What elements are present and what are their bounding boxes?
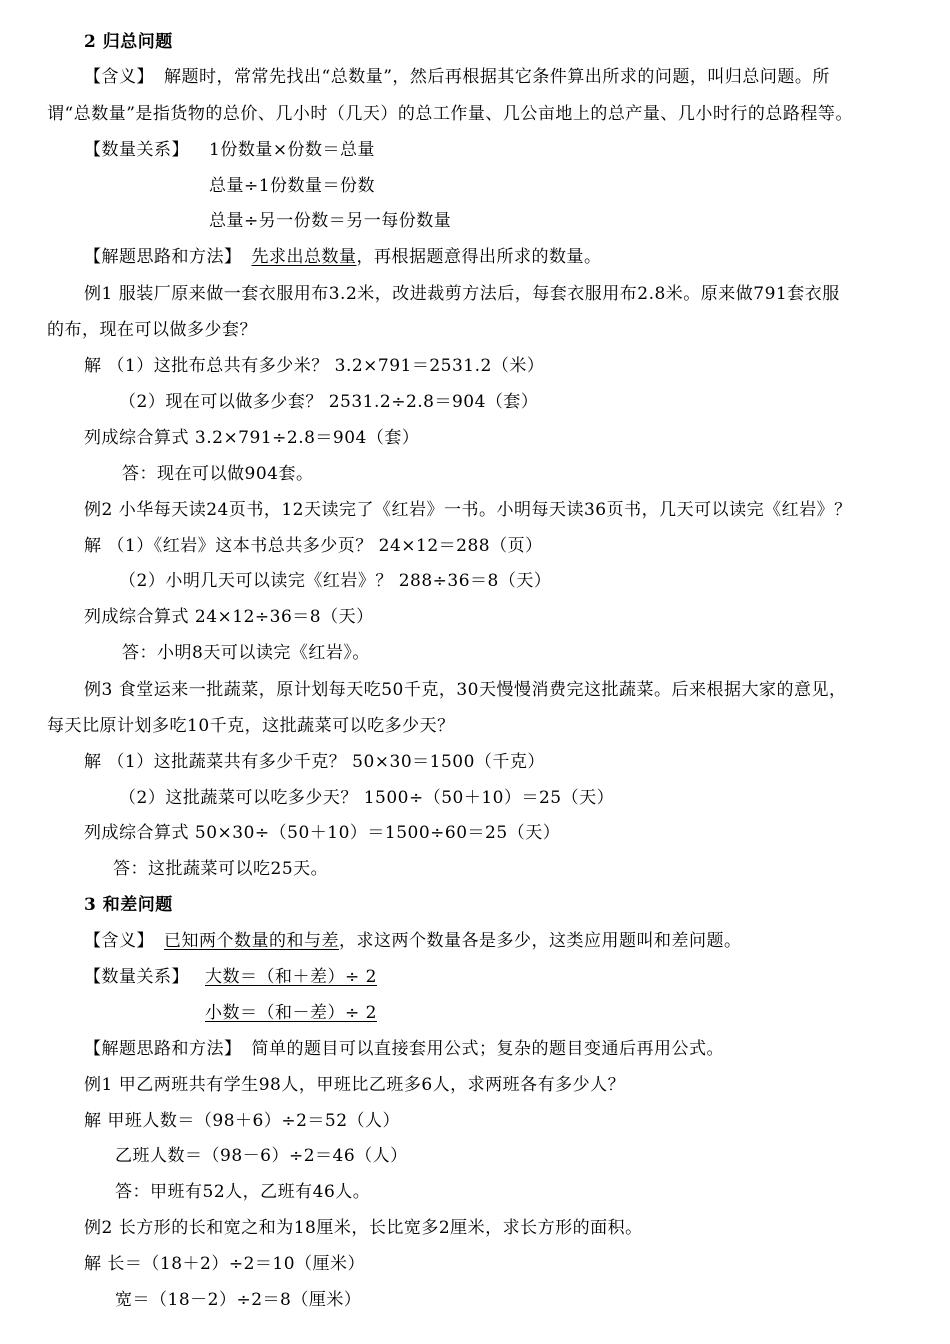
example1-step2: （2）现在可以做多少套？ 2531.2÷2.8＝904（套） bbox=[119, 392, 539, 412]
section-heading-guizong: 2 归总问题 bbox=[84, 32, 173, 52]
relation-row-1 bbox=[84, 139, 189, 161]
relation-row-hecha bbox=[84, 966, 189, 988]
hecha-example1-step1: 解 甲班人数＝（98＋6）÷2＝52（人） bbox=[84, 1111, 401, 1131]
hecha-example2-step2: 宽＝（18－2）÷2＝8（厘米） bbox=[115, 1290, 362, 1310]
example3-formula: 列成综合算式 50×30÷（50＋10）＝1500÷60＝25（天） bbox=[84, 823, 561, 843]
example2-answer: 答：小明8天可以读完《红岩》。 bbox=[122, 643, 370, 663]
example1-formula: 列成综合算式 3.2×791÷2.8＝904（套） bbox=[84, 428, 420, 448]
example2-step1: 解 （1）《红岩》这本书总共多少页？ 24×12＝288（页） bbox=[84, 536, 543, 556]
method-tag: 【解题思路和方法】 bbox=[84, 1039, 242, 1059]
example2-formula: 列成综合算式 24×12÷36＝8（天） bbox=[84, 607, 374, 627]
relation-formula-small: 小数＝（和－差）÷ 2 bbox=[205, 1003, 377, 1023]
hecha-example1-step2: 乙班人数＝（98－6）÷2＝46（人） bbox=[115, 1146, 408, 1166]
example3-line2: 每天比原计划多吃10千克，这批蔬菜可以吃多少天？ bbox=[47, 716, 455, 736]
example2-line1: 例2 小华每天读24页书，12天读完了《红岩》一书。小明每天读36页书，几天可以读完《红岩》？ bbox=[84, 500, 852, 520]
method-text: 简单的题目可以直接套用公式；复杂的题目变通后再用公式。 bbox=[251, 1039, 724, 1059]
meaning-paragraph-line2: 谓“总数量”是指货物的总价、几小时（几天）的总工作量、几公亩地上的总产量、几小时行的总路程等。 bbox=[47, 104, 853, 124]
example1-line1: 例1 服装厂原来做一套衣服用布3.2米，改进裁剪方法后，每套衣服用布2.8米。原来做791套衣服 bbox=[84, 284, 840, 304]
hecha-example1-line1: 例1 甲乙两班共有学生98人，甲班比乙班多6人，求两班各有多少人？ bbox=[84, 1075, 626, 1095]
example3-answer: 答：这批蔬菜可以吃25天。 bbox=[113, 859, 329, 879]
meaning-text: 解题时，常常先找出“总数量”，然后再根据其它条件算出所求的问题，叫归总问题。所 bbox=[164, 67, 830, 87]
method-row bbox=[84, 246, 602, 268]
relation-tag: 【数量关系】 bbox=[84, 140, 189, 160]
hecha-example1-answer: 答：甲班有52人，乙班有46人。 bbox=[115, 1182, 371, 1202]
example3-step2: （2）这批蔬菜可以吃多少天？ 1500÷（50＋10）＝25（天） bbox=[119, 788, 615, 808]
hecha-example2-step1: 解 长＝（18＋2）÷2＝10（厘米） bbox=[84, 1254, 366, 1274]
method-text: ，再根据题意得出所求的数量。 bbox=[356, 247, 602, 267]
example1-answer: 答：现在可以做904套。 bbox=[122, 464, 314, 484]
relation-formula-1: 1份数量×份数＝总量 bbox=[209, 140, 376, 160]
meaning-paragraph-line1 bbox=[84, 66, 830, 88]
meaning-row-hecha bbox=[84, 930, 742, 952]
example3-line1: 例3 食堂运来一批蔬菜，原计划每天吃50千克，30天慢慢消费完这批蔬菜。后来根据大家的意见， bbox=[84, 680, 847, 700]
relation-formula-big: 大数＝（和＋差）÷ 2 bbox=[205, 967, 377, 987]
relation-formula-3: 总量÷另一份数＝另一每份数量 bbox=[209, 211, 452, 231]
section-heading-hecha: 3 和差问题 bbox=[84, 895, 173, 915]
meaning-tag: 【含义】 bbox=[84, 67, 154, 87]
relation-formula-2: 总量÷1份数量＝份数 bbox=[209, 176, 376, 196]
example1-step1: 解 （1）这批布总共有多少米？ 3.2×791＝2531.2（米） bbox=[84, 356, 545, 376]
meaning-underlined: 已知两个数量的和与差 bbox=[164, 931, 339, 951]
meaning-text: ，求这两个数量各是多少，这类应用题叫和差问题。 bbox=[339, 931, 742, 951]
example3-step1: 解 （1）这批蔬菜共有多少千克？ 50×30＝1500（千克） bbox=[84, 752, 545, 772]
meaning-tag: 【含义】 bbox=[84, 931, 154, 951]
method-tag: 【解题思路和方法】 bbox=[84, 247, 242, 267]
method-row-hecha bbox=[84, 1038, 724, 1060]
example2-step2: （2）小明几天可以读完《红岩》？ 288÷36＝8（天） bbox=[119, 571, 552, 591]
relation-tag: 【数量关系】 bbox=[84, 967, 189, 987]
method-underlined: 先求出总数量 bbox=[251, 247, 357, 267]
hecha-example2-line1: 例2 长方形的长和宽之和为18厘米，长比宽多2厘米，求长方形的面积。 bbox=[84, 1218, 643, 1238]
example1-line2: 的布，现在可以做多少套？ bbox=[47, 320, 257, 340]
